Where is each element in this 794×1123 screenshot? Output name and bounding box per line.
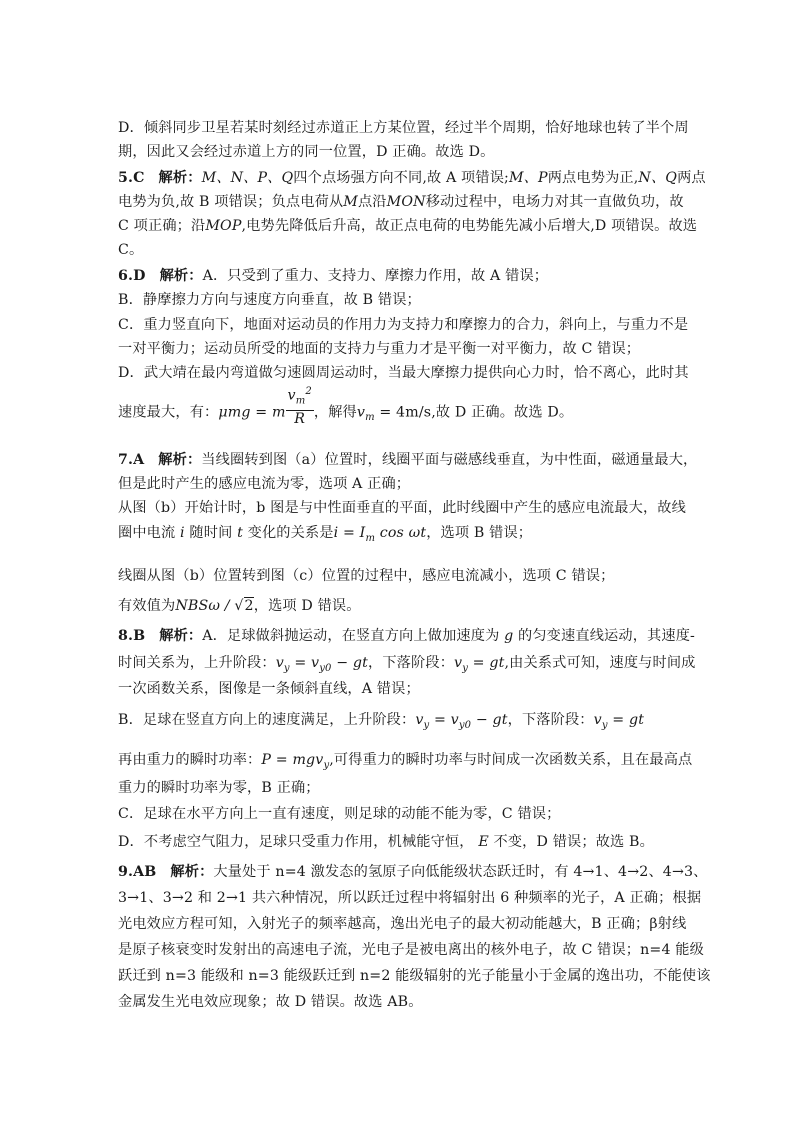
q6-line-3 [118,315,688,335]
q5-text: 电势为负,故 B 项错误；负点电荷从 [118,194,344,210]
q8-formula: − gt [331,655,368,671]
q8-line-5 [118,750,692,776]
q6-text: ,故 D 正确。故选 D。 [431,404,574,421]
q8-formula: v [415,712,424,728]
q8-formula-sub: y [601,719,608,731]
q7-label: 解析： [158,452,202,468]
q7-formula-sub: m [365,532,376,544]
q7-text: ，选项 B 错误； [426,525,533,541]
q8-formula: v [454,655,463,671]
q8-formula: = gt [468,655,505,671]
q8-line-8 [118,832,654,852]
q8-formula: v [593,712,602,728]
q9-text: 是原子核衰变时发射出的高速电子流，光电子是被电离出的核外电子，故 C 错误；n=4 能级 [118,942,704,958]
q7-var: i [180,525,185,541]
q5-text: 四个点场强方向不同,故 A 项错误; [293,170,509,186]
q9-text: 光电效应方程可知，入射光子的频率越高，逸出光电子的最大初动能越大，B 正确；β射线 [118,916,687,932]
q5-label: 解析： [158,170,202,186]
q6-line-6 [118,386,574,428]
q8-text: ,可得重力的瞬时功率与时间成一次函数关系，且在最高点 [329,752,693,768]
q8-text: 重力的瞬时功率为零，B 正确； [118,780,320,796]
q8-formula: = v [289,655,320,671]
q8-formula-sub: y [323,759,330,771]
q7-formula: cos ωt [375,525,427,541]
q5-text: 两点电势为正, [547,170,639,186]
q6-line-2 [118,290,421,310]
q5-line-2 [118,192,684,212]
q6-label: 解析： [159,268,203,284]
q7-text: ，选项 D 错误。 [253,598,361,614]
q4-text-2: 期，因此又会经过赤道上方的同一位置，D 正确。故选 D。 [118,144,495,160]
q5-var: N、Q [638,170,678,186]
q8-text: D．不考虑空气阻力，足球只受重力作用，机械能守恒， [118,834,474,850]
q5-text: 移动过程中，电场力对其一直做负功，故 [425,194,684,210]
q7-text: 从图（b）开始计时，b 图是与中性面垂直的平面，此时线圈中产生的感应电流最大，故线 [118,500,686,516]
q7-formula: 2 [244,598,254,614]
q8-formula: = gt [607,712,645,728]
q6-frac-num-sup: 2 [305,386,312,397]
q9-label: 解析： [170,864,214,880]
q8-var: E [478,834,489,850]
q8-text: ,由关系式可知，速度与时间成 [504,655,696,671]
q6-frac-num: v [287,387,296,404]
q9-text: 大量处于 n=4 激发态的氢原子向低能级状态跃迁时，有 4→1、4→2、4→3、 [213,864,708,880]
q7-formula: i = I [333,525,366,541]
q6-text: A．只受到了重力、支持力、摩擦力作用，故 A 错误； [202,268,549,284]
q9-text: 金属发生光电效应现象；故 D 错误。故选 AB。 [118,994,423,1010]
q5-var: M、P [509,170,548,186]
q8-text: 的匀变速直线运动，其速度- [518,628,695,644]
q5-line-4 [118,240,143,260]
q5-text: 两点 [677,170,706,186]
q4-text-1: D．倾斜同步卫星若某时刻经过赤道正上方某位置，经过半个周期，恰好地球也转了半个周 [118,120,689,136]
q8-line-6 [118,778,320,798]
q6-formula-sub: m [365,412,375,424]
q9-line-1 [118,862,708,882]
q8-text: B．足球在竖直方向上的速度满足，上升阶段： [118,712,416,728]
q8-formula-sub: y0 [458,719,472,731]
q8-text: A．足球做斜抛运动，在竖直方向上做加速度为 [202,628,500,644]
q8-formula: v [275,655,284,671]
q7-text: 线圈从图（b）位置转到图（c）位置的过程中，感应电流减小，选项 C 错误； [118,568,615,584]
q8-label: 解析： [159,628,203,644]
q8-text: 时间关系为，上升阶段： [118,655,276,671]
q8-line-3 [118,679,420,699]
q8-line-4 [118,710,644,736]
q6-text: C．重力竖直向下，地面对运动员的作用力为支持力和摩擦力的合力，斜向上，与重力不是 [118,317,689,333]
q9-line-4 [118,940,704,960]
q7-formula: NBSω / [175,598,235,614]
q5-text: C。 [118,242,144,258]
q5-line-3 [118,216,697,236]
q6-text: 一对平衡力；运动员所受的地面的支持力与重力才是平衡一对平衡力，故 C 错误； [118,341,641,357]
q8-formula: − gt [471,712,508,728]
q6-formula: = 4m/s [374,404,432,421]
q8-text: ，下落阶段： [368,655,455,671]
q6-text: B．静摩擦力方向与速度方向垂直，故 B 错误； [118,292,421,308]
q7-line-3 [118,498,686,518]
q8-line-1 [118,626,695,646]
q6-line-4 [118,339,640,359]
q6-text: ，解得 [313,404,357,421]
q9-line-5 [118,966,711,986]
q5-text: ,电势先降低后升高，故正点电荷的电势能先减小后增大,D 项错误。故选 [241,218,698,234]
q5-text: 点沿 [357,194,387,210]
q4-line-1 [118,118,689,138]
q8-text: 不变，D 错误；故选 B。 [493,834,654,850]
q8-var: g [504,628,514,644]
q6-text: D．武大靖在最内弯道做匀速圆周运动时，当最大摩擦力提供向心力时，恰不离心，此时其 [118,365,689,381]
q6-frac-num-sub: m [295,395,306,407]
q6-fraction [286,384,314,427]
q8-formula: = v [429,712,459,728]
q7-var: t [237,525,243,541]
q5-number: 5.C [118,170,145,186]
q8-line-2 [118,653,696,679]
q8-formula: P = mgv [261,752,324,768]
q7-line-1 [118,450,697,470]
q5-line-1 [118,168,706,188]
q7-text: 圈中电流 [118,525,176,541]
q8-text: C．足球在水平方向上一直有速度，则足球的动能不能为零，C 错误； [118,806,561,822]
q6-line-1 [118,266,548,286]
q8-formula-sub: y0 [319,662,332,674]
q6-formula: μmg = m [218,404,286,421]
q9-text: 3→1、3→2 和 2→1 共六种情况，所以跃迁过程中将辐射出 6 种频率的光子，A 正确；根据 [118,890,702,906]
q9-line-2 [118,888,701,908]
q9-line-6 [118,992,423,1012]
q8-line-7 [118,804,560,824]
q5-var: MOP [205,218,242,234]
q7-line-6: 有效值为NBSω / √2，选项 D 错误。 [118,598,361,614]
q8-text: 一次函数关系，图像是一条倾斜直线，A 错误； [118,681,420,697]
q6-text: 速度最大，有： [118,404,219,421]
q6-line-5 [118,363,689,383]
q8-number: 8.B [118,628,146,644]
q7-text: 有效值为 [118,598,176,614]
q8-formula-sub: y [423,719,430,731]
q5-text: C 项正确；沿 [118,218,206,234]
q7-text: 随时间 [189,525,233,541]
q8-formula-sub: y [462,662,469,674]
q6-formula: v [356,404,366,421]
q7-line-2 [118,474,410,494]
q7-line-4 [118,523,532,549]
q7-number: 7.A [118,452,145,468]
q4-line-2 [118,142,494,162]
q7-text: 变化的关系是 [247,525,334,541]
q7-line-5 [118,566,614,586]
q6-number: 6.D [118,268,146,284]
q9-text: 跃迁到 n=3 能级和 n=3 能级跃迁到 n=2 能级辐射的光子能量小于金属的逸出功，不能使该 [118,968,711,984]
q9-number: 9.AB [118,864,157,880]
q7-text: 但是此时产生的感应电流为零，选项 A 正确； [118,476,411,492]
q5-var: M [343,194,358,210]
q5-var: M、N、P、Q [201,170,294,186]
q8-formula-sub: y [283,662,290,674]
q7-text: 当线圈转到图（a）位置时，线圈平面与磁感线垂直，为中性面，磁通量最大， [201,452,698,468]
q8-text: 再由重力的瞬时功率： [118,752,262,768]
q5-var: MON [386,194,426,210]
q8-text: ，下落阶段： [507,712,594,728]
q9-line-3 [118,914,686,934]
q6-frac-den: R [294,410,306,427]
